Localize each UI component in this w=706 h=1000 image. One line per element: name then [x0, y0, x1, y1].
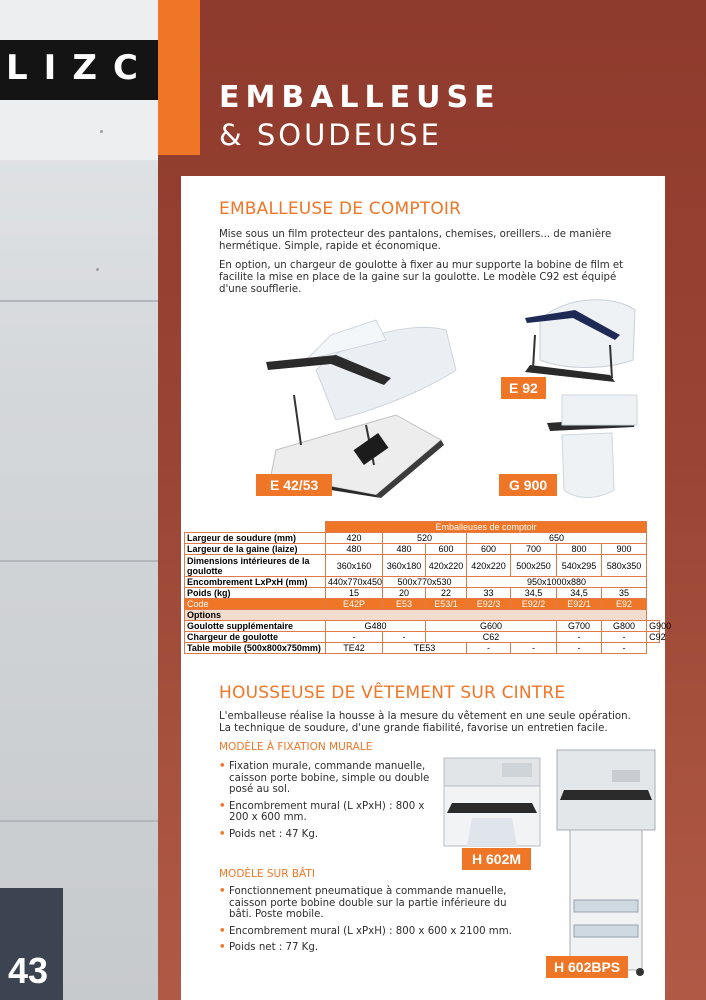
table-cell: G700 [557, 621, 602, 632]
row-label: Chargeur de goulotte [185, 632, 326, 643]
table-cell: 420x220 [426, 555, 467, 577]
table-cell: C62 [426, 632, 557, 643]
product-tag-h602m: H 602M [462, 848, 531, 870]
page-number: 43 [8, 950, 49, 991]
table-cell: 500x770x530 [383, 577, 467, 588]
table-row [185, 588, 660, 599]
product-tag-e4253: E 42/53 [256, 474, 332, 496]
table-cell: - [557, 643, 602, 654]
product-tag-h602bps: H 602BPS [546, 956, 628, 978]
table-cell: G600 [426, 621, 557, 632]
table-corner [185, 522, 326, 533]
table-header-row [185, 522, 660, 533]
options-label: Options [185, 610, 647, 621]
table-row [185, 533, 660, 544]
table-cell: - [467, 643, 511, 654]
table-cell: 950x1000x880 [467, 577, 647, 588]
model1-bullets [219, 761, 434, 845]
table-cell: 480 [383, 544, 426, 555]
table-cell: 500x250 [511, 555, 557, 577]
table-cell: 900 [602, 544, 647, 555]
table-cell: 600 [467, 544, 511, 555]
table-cell: 15 [326, 588, 383, 599]
table-cell: - [383, 632, 426, 643]
table-cell: G900 [647, 621, 660, 632]
table-cell: 650 [467, 533, 647, 544]
table-cell: - [511, 643, 557, 654]
table-cell: 700 [511, 544, 557, 555]
table-cell: - [557, 632, 602, 643]
table-cell: TE42 [326, 643, 383, 654]
product-tag-g900: G 900 [499, 474, 557, 496]
table-cell: - [326, 632, 383, 643]
row-label: Largeur de soudure (mm) [185, 533, 326, 544]
row-label: Table mobile (500x800x750mm) [185, 643, 326, 654]
model2-title: MODÈLE SUR BÂTI [219, 868, 315, 880]
table-row [185, 544, 660, 555]
list-item: • Fonctionnement pneumatique à commande manuelle, caisson porte bobine double sur la partie inférieure du bâti. Poste mobile. [219, 886, 519, 921]
h602m-machine-image [442, 758, 542, 850]
table-cell: G480 [326, 621, 426, 632]
accent-bar [158, 0, 200, 155]
table-cell: C92 [647, 632, 660, 643]
table-cell: E92/3 [467, 599, 511, 610]
table-cell: 540x295 [557, 555, 602, 577]
table-cell: 440x770x450 [326, 577, 383, 588]
table-cell: 480 [326, 544, 383, 555]
table-group-header: Emballeuses de comptoir [326, 522, 647, 533]
wall-screw [96, 268, 99, 271]
model2-bullets [219, 886, 519, 959]
table-cell: 800 [557, 544, 602, 555]
wall-screw [100, 130, 103, 133]
table-cell: E53/1 [426, 599, 467, 610]
model1-title: MODÈLE À FIXATION MURALE [219, 741, 373, 753]
table-cell: - [602, 643, 647, 654]
list-item: • Poids net : 77 Kg. [219, 942, 519, 954]
store-sign-text: LIZC [6, 48, 154, 88]
list-item: • Encombrement mural (L xPxH) : 800 x 600 x 2100 mm. [219, 926, 519, 938]
table-cell: E53 [383, 599, 426, 610]
page-title-line1: EMBALLEUSE [219, 80, 501, 115]
table-cell: E42P [326, 599, 383, 610]
table-cell: E92/1 [557, 599, 602, 610]
row-label: Encombrement LxPxH (mm) [185, 577, 326, 588]
table-cell: 34,5 [511, 588, 557, 599]
row-label: Largeur de la gaine (laize) [185, 544, 326, 555]
table-cell: 20 [383, 588, 426, 599]
table-cell: E92/2 [511, 599, 557, 610]
section-title-comptoir: EMBALLEUSE DE COMPTOIR [219, 199, 462, 219]
table-cell: 360x180 [383, 555, 426, 577]
product-tag-e92: E 92 [501, 377, 546, 399]
table-cell: 33 [467, 588, 511, 599]
row-label: Goulotte supplémentaire [185, 621, 326, 632]
h602bps-machine-image [552, 750, 662, 980]
page-title-line2: & SOUDEUSE [219, 118, 442, 152]
table-row [185, 643, 660, 654]
table-cell: E92 [602, 599, 647, 610]
list-item: • Encombrement mural (L xPxH) : 800 x 200 x 600 mm. [219, 801, 434, 824]
table-cell: 360x160 [326, 555, 383, 577]
row-label: Dimensions intérieures de la goulotte [185, 555, 326, 577]
section-intro: Mise sous un film protecteur des pantalons, chemises, oreillers... de manière hermétique. Simple, rapide et économique. [219, 229, 612, 252]
table-row [185, 555, 660, 577]
table-cell: G800 [602, 621, 647, 632]
list-item: • Fixation murale, commande manuelle, caisson porte bobine, simple ou double posé au sol. [219, 761, 434, 796]
table-row [185, 621, 660, 632]
table-row [185, 632, 660, 643]
row-label: Code [185, 599, 326, 610]
e4253-machine-image [256, 300, 446, 500]
table-cell: - [602, 632, 647, 643]
table-cell: 420 [326, 533, 383, 544]
section-option-text: En option, un chargeur de goulotte à fixer au mur supporte la bobine de film et facilite la mise en place de la gaine sur la goulotte. Le modèle C92 est équipé d'une soufflerie. [219, 260, 624, 295]
table-row-options [185, 610, 660, 621]
table-cell: 520 [383, 533, 467, 544]
table-cell: TE53 [383, 643, 467, 654]
e92-machine-image [515, 290, 645, 390]
table-cell: 35 [602, 588, 647, 599]
spec-table [184, 521, 672, 654]
table-row-code [185, 599, 660, 610]
section2-intro: L'emballeuse réalise la housse à la mesure du vêtement en une seule opération. La technique de soudure, d'une grande fiabilité, favorise un entretien facile. [219, 711, 631, 734]
table-cell: 22 [426, 588, 467, 599]
table-cell: 34,5 [557, 588, 602, 599]
table-row [185, 577, 660, 588]
list-item: • Poids net : 47 Kg. [219, 829, 434, 841]
section-title-housseuse: HOUSSEUSE DE VÊTEMENT SUR CINTRE [219, 683, 566, 703]
row-label: Poids (kg) [185, 588, 326, 599]
table-cell: 420x220 [467, 555, 511, 577]
table-cell: 600 [426, 544, 467, 555]
store-sign [0, 40, 175, 100]
table-cell: 580x350 [602, 555, 647, 577]
